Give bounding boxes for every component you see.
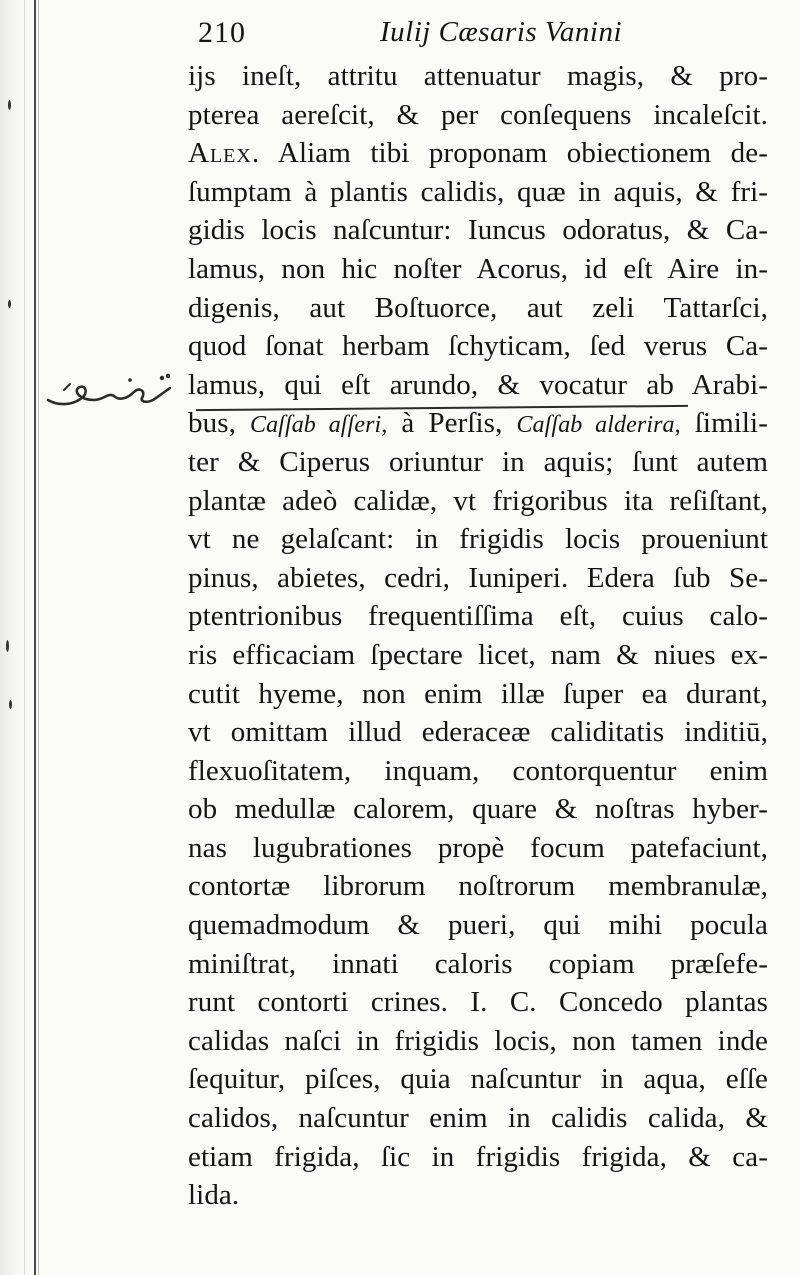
text-line: ſequitur, piſces, quia naſcuntur in aqua, eſſe (188, 1063, 768, 1096)
text-line: ob medullæ calorem, quare & noſtras hyber- (188, 793, 768, 826)
text-line-last: lida. (188, 1179, 240, 1212)
text-line: calidas naſci in frigidis locis, non tamen inde (188, 1024, 768, 1057)
text-line: plantæ adeò calidæ, vt frigoribus ita reſiſtant, (188, 484, 768, 517)
text-fragment: Aliam tibi proponam obiectionem de- (260, 137, 768, 170)
text-line: contortæ librorum noſtrorum membranulæ, (188, 870, 768, 903)
text-fragment: ſimili- (680, 407, 768, 440)
text-line: lamus, non hic noſter Acorus, id eſt Aire in- (188, 252, 768, 285)
text-line: lamus, qui eſt arundo, & vocatur ab Arabi- (188, 368, 768, 401)
text-line: pinus, abietes, cedri, Iuniperi. Edera ſub Se- (188, 561, 768, 594)
show-through-text (196, 1080, 756, 1102)
page-header (198, 14, 768, 52)
text-line: vt ne gelaſcant: in frigidis locis proueniunt (188, 523, 768, 556)
text-line: cutit hyeme, non enim illæ ſuper ea durant, (188, 677, 768, 710)
margin-speck (8, 100, 11, 110)
text-line: ijs ineſt, attritu attenuatur magis, & pro- (188, 60, 768, 92)
text-line-names (188, 404, 768, 443)
gutter-rule-shadow (38, 0, 39, 1275)
text-line: gidis locis naſcuntur: Iuncus odoratus, & Ca- (188, 214, 768, 247)
text-line: miniſtrat, innati caloris copiam præſefe- (188, 947, 768, 980)
show-through-text (196, 1112, 756, 1134)
handwritten-margin-note (44, 366, 178, 418)
margin-speck (9, 700, 12, 709)
text-line: ſumptam à plantis calidis, quæ in aquis, & fri- (188, 175, 768, 208)
speaker-name: Alex. (188, 137, 261, 170)
text-line: nas lugubrationes propè focum patefaciunt, (188, 831, 768, 864)
margin-speck (8, 300, 11, 308)
running-head: Iulij Cæsaris Vanini (380, 16, 623, 48)
text-line: flexuoſitatem, inquam, contorquentur enim (188, 754, 768, 787)
page-fold (0, 0, 25, 1275)
body-text (188, 57, 768, 1215)
text-fragment: à Perſis, (387, 407, 517, 440)
text-line: quemadmodum & pueri, qui mihi pocula (188, 909, 768, 942)
italic-name: Caſſab alderira, (516, 412, 681, 439)
page-number: 210 (198, 16, 246, 49)
text-line: ptentrionibus frequentiſſima eſt, cuius calo- (188, 600, 768, 633)
text-line: etiam frigida, ſic in frigidis frigida, & ca- (188, 1140, 768, 1173)
margin-speck (6, 640, 9, 652)
italic-name: Caſſab aſſeri, (249, 412, 388, 439)
text-line: quod ſonat herbam ſchyticam, ſed verus Ca- (188, 330, 768, 363)
text-line: pterea aereſcit, & per conſequens incaleſcit. (188, 98, 768, 131)
text-line: runt contorti crines. I. C. Concedo plantas (188, 986, 768, 1019)
text-line: calidos, naſcuntur enim in calidis calida, & (188, 1102, 768, 1135)
show-through-text (196, 1144, 756, 1166)
text-fragment: bus, (188, 407, 250, 440)
text-line: vt omittam illud ederaceæ caliditatis inditiū, (188, 716, 768, 749)
text-line: digenis, aut Boſtuorce, aut zeli Tattarſci, (188, 291, 768, 324)
text-line: ter & Ciperus oriuntur in aquis; ſunt autem (188, 445, 768, 478)
gutter-rule (34, 0, 36, 1275)
text-line: ris efficaciam ſpectare licet, nam & niues ex- (188, 638, 768, 671)
text-line-speaker (188, 134, 768, 173)
